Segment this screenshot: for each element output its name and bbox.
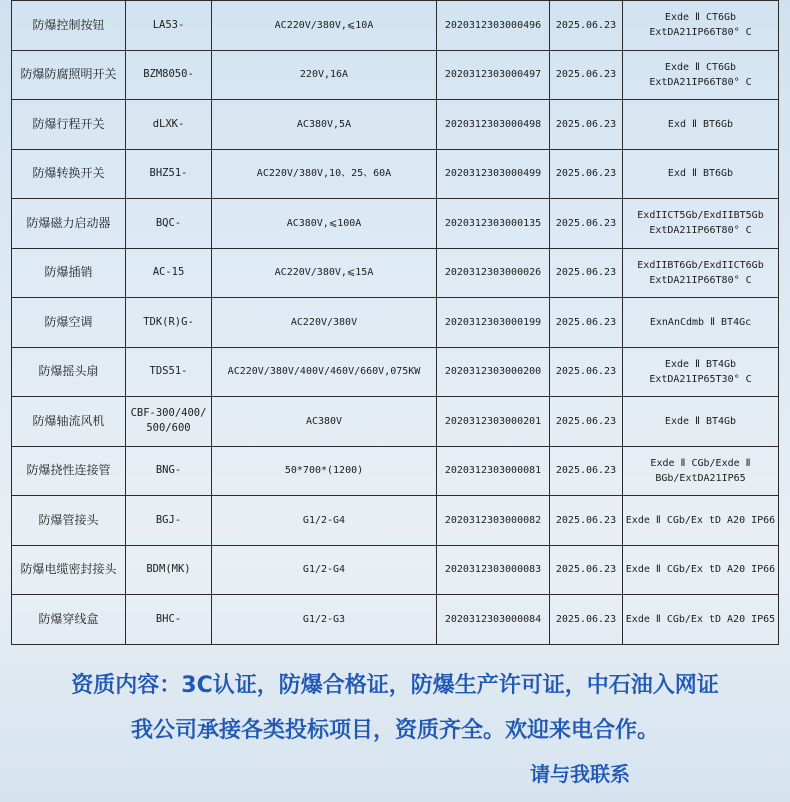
table-row	[12, 446, 779, 496]
ex-mark-line: ExdIIBT6Gb/ExdIICT6Gb	[637, 259, 764, 271]
spec-cell: 220V,16A	[212, 50, 437, 100]
model-cell: BNG-	[126, 446, 212, 496]
date-cell: 2025.06.23	[550, 298, 623, 348]
ex-mark-line: ExnAnCdmb Ⅱ BT4Gc	[649, 316, 752, 328]
table-row	[12, 248, 779, 298]
cert-number-cell: 2020312303000499	[437, 149, 550, 199]
spec-cell: AC220V/380V,⩽15A	[212, 248, 437, 298]
model-cell: BHZ51-	[126, 149, 212, 199]
product-name-cell: 防爆磁力启动器	[12, 199, 126, 249]
date-cell: 2025.06.23	[550, 545, 623, 595]
table-row	[12, 1, 779, 51]
model-cell: BZM8050-	[126, 50, 212, 100]
ex-mark-cell	[623, 149, 779, 199]
ex-mark-cell	[623, 347, 779, 397]
product-name-cell: 防爆防腐照明开关	[12, 50, 126, 100]
model-cell: AC-15	[126, 248, 212, 298]
ex-mark-line: ExtDA21IP66T80° C	[649, 274, 752, 286]
cert-number-cell: 2020312303000026	[437, 248, 550, 298]
ex-mark-line: ExtDA21IP66T80° C	[649, 76, 752, 88]
ex-mark-cell	[623, 100, 779, 150]
product-name-cell: 防爆摇头扇	[12, 347, 126, 397]
spec-cell: G1/2-G3	[212, 595, 437, 645]
qualification-text: 资质内容：3C认证，防爆合格证，防爆生产许可证，中石油入网证	[71, 673, 719, 698]
table-row	[12, 298, 779, 348]
spec-cell: G1/2-G4	[212, 496, 437, 546]
ex-mark-cell	[623, 248, 779, 298]
cert-number-cell: 2020312303000199	[437, 298, 550, 348]
ex-mark-line: Exde Ⅱ CGb/Exde Ⅱ	[650, 457, 751, 469]
date-cell: 2025.06.23	[550, 1, 623, 51]
table-row	[12, 347, 779, 397]
model-cell: BQC-	[126, 199, 212, 249]
model-cell: BDM(MK)	[126, 545, 212, 595]
product-name-cell: 防爆转换开关	[12, 149, 126, 199]
spec-cell: AC220V/380V,⩽10A	[212, 1, 437, 51]
contact-text[interactable]: 请与我联系	[530, 762, 630, 786]
ex-mark-line: Exd Ⅱ BT6Gb	[667, 168, 734, 180]
ex-mark-cell	[623, 298, 779, 348]
table-row	[12, 545, 779, 595]
cert-number-cell: 2020312303000201	[437, 397, 550, 447]
table-row	[12, 50, 779, 100]
ex-mark-cell	[623, 496, 779, 546]
table-row	[12, 595, 779, 645]
ex-mark-line: ExdIICT5Gb/ExdIIBT5Gb	[637, 210, 764, 222]
ex-mark-line: Exde Ⅱ CGb/Ex tD A20 IP66	[625, 514, 776, 526]
ex-mark-cell	[623, 50, 779, 100]
model-cell: BGJ-	[126, 496, 212, 546]
ex-mark-cell	[623, 545, 779, 595]
ex-mark-line: Exde Ⅱ CGb/Ex tD A20 IP66	[625, 564, 776, 576]
spec-cell: AC220V/380V/400V/460V/660V,075KW	[212, 347, 437, 397]
product-name-cell: 防爆电缆密封接头	[12, 545, 126, 595]
table-row	[12, 149, 779, 199]
date-cell: 2025.06.23	[550, 496, 623, 546]
certificate-table-wrapper	[11, 0, 778, 645]
date-cell: 2025.06.23	[550, 149, 623, 199]
product-name-cell: 防爆穿线盒	[12, 595, 126, 645]
table-body	[12, 1, 779, 645]
table-row	[12, 199, 779, 249]
product-name-cell: 防爆空调	[12, 298, 126, 348]
ex-mark-cell	[623, 397, 779, 447]
date-cell: 2025.06.23	[550, 248, 623, 298]
ex-mark-line: BGb/ExtDA21IP65	[655, 472, 746, 484]
table-row	[12, 100, 779, 150]
ex-mark-line: ExtDA21IP65T30° C	[649, 373, 752, 385]
product-name-cell: 防爆插销	[12, 248, 126, 298]
date-cell: 2025.06.23	[550, 595, 623, 645]
certificate-table	[11, 0, 779, 645]
cert-number-cell: 2020312303000496	[437, 1, 550, 51]
spec-cell: AC380V,5A	[212, 100, 437, 150]
ex-mark-cell	[623, 1, 779, 51]
table-row	[12, 496, 779, 546]
model-cell: TDK(R)G-	[126, 298, 212, 348]
ex-mark-line: Exde Ⅱ CT6Gb	[664, 61, 737, 73]
date-cell: 2025.06.23	[550, 50, 623, 100]
spec-cell: AC220V/380V,10、25、60A	[212, 149, 437, 199]
cert-number-cell: 2020312303000082	[437, 496, 550, 546]
bidding-text: 我公司承接各类投标项目，资质齐全。欢迎来电合作。	[130, 718, 659, 743]
cert-number-cell: 2020312303000081	[437, 446, 550, 496]
ex-mark-line: Exd Ⅱ BT6Gb	[667, 118, 734, 130]
spec-cell: AC380V	[212, 397, 437, 447]
date-cell: 2025.06.23	[550, 397, 623, 447]
spec-cell: AC380V,⩽100A	[212, 199, 437, 249]
model-cell: BHC-	[126, 595, 212, 645]
ex-mark-cell	[623, 199, 779, 249]
model-cell: dLXK-	[126, 100, 212, 150]
cert-number-cell: 2020312303000083	[437, 545, 550, 595]
product-name-cell: 防爆轴流风机	[12, 397, 126, 447]
product-name-cell: 防爆管接头	[12, 496, 126, 546]
ex-mark-line: Exde Ⅱ BT4Gb	[664, 415, 737, 427]
product-name-cell: 防爆行程开关	[12, 100, 126, 150]
spec-cell: G1/2-G4	[212, 545, 437, 595]
ex-mark-cell	[623, 446, 779, 496]
ex-mark-line: ExtDA21IP66T80° C	[649, 225, 752, 237]
product-name-cell: 防爆控制按钮	[12, 1, 126, 51]
date-cell: 2025.06.23	[550, 446, 623, 496]
ex-mark-line: Exde Ⅱ CT6Gb	[664, 12, 737, 24]
cert-number-cell: 2020312303000497	[437, 50, 550, 100]
date-cell: 2025.06.23	[550, 100, 623, 150]
ex-mark-line: Exde Ⅱ BT4Gb	[664, 358, 737, 370]
table-row	[12, 397, 779, 447]
cert-number-cell: 2020312303000135	[437, 199, 550, 249]
ex-mark-cell	[623, 595, 779, 645]
product-name-cell: 防爆挠性连接管	[12, 446, 126, 496]
spec-cell: AC220V/380V	[212, 298, 437, 348]
date-cell: 2025.06.23	[550, 347, 623, 397]
spec-cell: 50*700*(1200)	[212, 446, 437, 496]
cert-number-cell: 2020312303000200	[437, 347, 550, 397]
cert-number-cell: 2020312303000084	[437, 595, 550, 645]
ex-mark-line: Exde Ⅱ CGb/Ex tD A20 IP65	[625, 613, 776, 625]
model-cell: CBF-300/400/500/600	[126, 397, 212, 447]
date-cell: 2025.06.23	[550, 199, 623, 249]
model-cell: LA53-	[126, 1, 212, 51]
ex-mark-line: ExtDA21IP66T80° C	[649, 27, 752, 39]
model-cell: TDS51-	[126, 347, 212, 397]
cert-number-cell: 2020312303000498	[437, 100, 550, 150]
